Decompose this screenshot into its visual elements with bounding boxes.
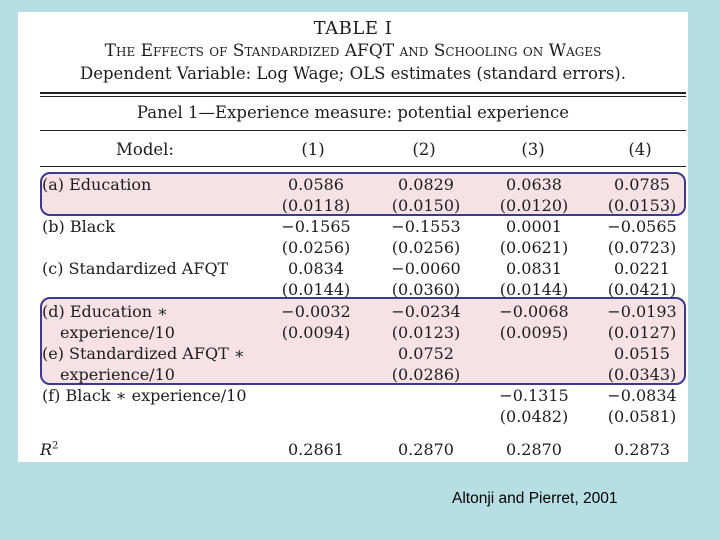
table-cell: (0.0150) bbox=[391, 196, 461, 215]
panel-heading: Panel 1—Experience measure: potential experience bbox=[136, 103, 570, 122]
table-cell: 0.0586 bbox=[288, 175, 344, 194]
row-label-afqt-exp-2: experience/10 bbox=[60, 365, 175, 384]
table-cell: (0.0127) bbox=[607, 323, 677, 342]
top-rule bbox=[40, 92, 686, 94]
table-cell: (0.0286) bbox=[391, 365, 461, 384]
table-cell: (0.0118) bbox=[281, 196, 351, 215]
table-subtitle: The Effects of Standardized AFQT and Schooling on Wages bbox=[104, 41, 602, 61]
table-cell: −0.0068 bbox=[499, 302, 569, 321]
column-header-3: (3) bbox=[521, 140, 545, 159]
row-label-black: (b) Black bbox=[42, 217, 115, 236]
table-cell: (0.0343) bbox=[607, 365, 677, 384]
table-cell: 0.2870 bbox=[506, 440, 562, 459]
table-cell: 0.0829 bbox=[398, 175, 454, 194]
table-sheet bbox=[18, 12, 688, 462]
row-label-afqt-exp: (e) Standardized AFQT ∗ bbox=[42, 344, 245, 363]
table-cell: (0.0120) bbox=[499, 196, 569, 215]
table-cell: (0.0095) bbox=[499, 323, 569, 342]
table-cell: (0.0144) bbox=[499, 280, 569, 299]
table-cell: −0.0060 bbox=[391, 259, 461, 278]
table-cell: 0.2873 bbox=[614, 440, 670, 459]
column-header-1: (1) bbox=[301, 140, 325, 159]
column-header-2: (2) bbox=[412, 140, 436, 159]
table-cell: (0.0360) bbox=[391, 280, 461, 299]
table-cell: −0.0834 bbox=[607, 386, 677, 405]
table-cell: (0.0144) bbox=[281, 280, 351, 299]
table-cell: −0.0032 bbox=[281, 302, 351, 321]
table-cell: (0.0723) bbox=[607, 238, 677, 257]
row-label-black-exp: (f) Black ∗ experience/10 bbox=[42, 386, 247, 405]
citation: Altonji and Pierret, 2001 bbox=[452, 490, 618, 507]
table-cell: −0.1553 bbox=[391, 217, 461, 236]
table-cell: (0.0482) bbox=[499, 407, 569, 426]
table-cell: 0.2861 bbox=[288, 440, 344, 459]
table-cell: −0.0234 bbox=[391, 302, 461, 321]
table-cell: (0.0421) bbox=[607, 280, 677, 299]
table-cell: (0.0153) bbox=[607, 196, 677, 215]
top-rule-thin bbox=[40, 96, 686, 97]
table-cell: (0.0621) bbox=[499, 238, 569, 257]
row-label-education: (a) Education bbox=[42, 175, 152, 194]
row-label-afqt: (c) Standardized AFQT bbox=[42, 259, 229, 278]
table-cell: 0.0785 bbox=[614, 175, 670, 194]
row-label-education-exp-2: experience/10 bbox=[60, 323, 175, 342]
model-label: Model: bbox=[116, 140, 174, 159]
table-cell: −0.0565 bbox=[607, 217, 677, 236]
table-cell: 0.0638 bbox=[506, 175, 562, 194]
table-cell: 0.0515 bbox=[614, 344, 670, 363]
table-cell: 0.0834 bbox=[288, 259, 344, 278]
table-title: TABLE I bbox=[313, 18, 393, 39]
table-cell: 0.0001 bbox=[506, 217, 562, 236]
table-cell: (0.0094) bbox=[281, 323, 351, 342]
table-cell: 0.2870 bbox=[398, 440, 454, 459]
r-squared-label: $R^2$ bbox=[40, 440, 59, 459]
table-cell: (0.0256) bbox=[281, 238, 351, 257]
row-label-education-exp: (d) Education ∗ bbox=[42, 302, 168, 321]
column-header-4: (4) bbox=[628, 140, 652, 159]
table-cell: (0.0256) bbox=[391, 238, 461, 257]
table-cell: (0.0581) bbox=[607, 407, 677, 426]
table-cell: (0.0123) bbox=[391, 323, 461, 342]
table-cell: 0.0221 bbox=[614, 259, 670, 278]
table-cell: −0.1315 bbox=[499, 386, 569, 405]
table-cell: 0.0831 bbox=[506, 259, 562, 278]
table-cell: 0.0752 bbox=[398, 344, 454, 363]
panel-rule bbox=[40, 130, 686, 131]
header-rule bbox=[40, 166, 686, 167]
dependent-variable-note: Dependent Variable: Log Wage; OLS estimates (standard errors). bbox=[80, 64, 626, 83]
table-cell: −0.0193 bbox=[607, 302, 677, 321]
table-cell: −0.1565 bbox=[281, 217, 351, 236]
